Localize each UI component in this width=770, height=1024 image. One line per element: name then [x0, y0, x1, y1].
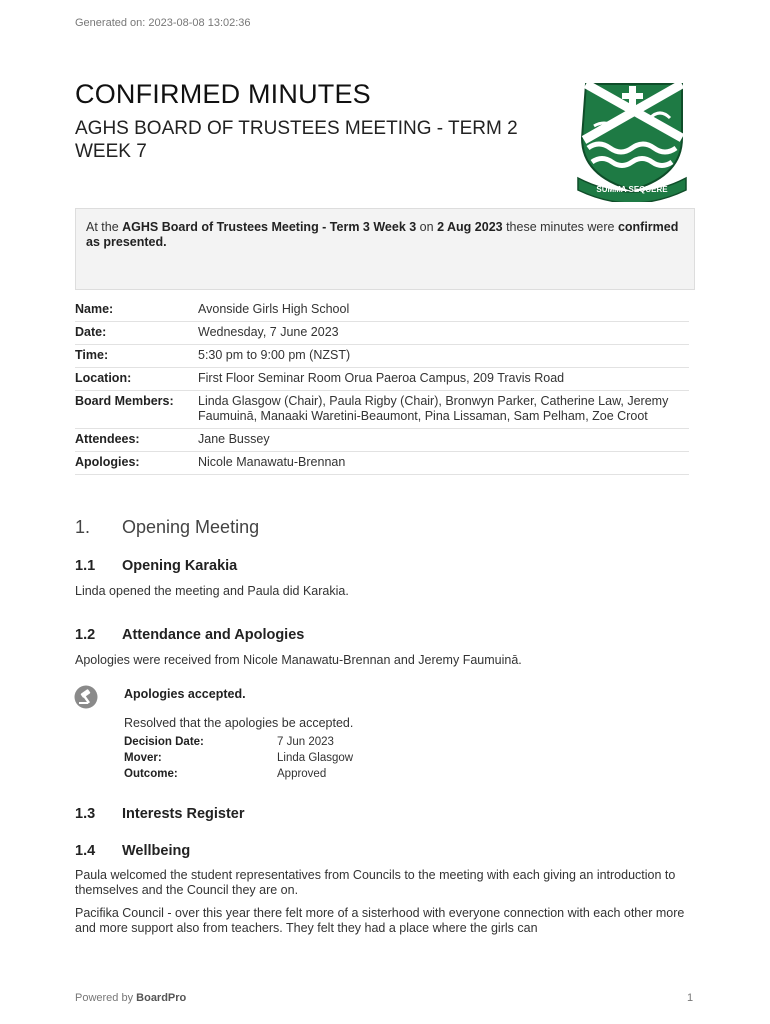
confirm-meeting: AGHS Board of Trustees Meeting - Term 3 Week 3: [122, 220, 417, 234]
section-heading-opening-meeting: [75, 517, 259, 538]
confirm-on: on: [416, 220, 438, 234]
resolution-value: 7 Jun 2023: [277, 736, 334, 748]
subsection-number: 1.2: [75, 627, 96, 643]
section-number: 1.: [75, 517, 91, 537]
confirm-date: 2 Aug 2023: [437, 220, 503, 234]
footer-brand: BoardPro: [136, 992, 187, 1004]
wellbeing-paragraph-2: Pacifika Council - over this year there felt more of a sisterhood with everyone connection with each other more and more support also from teachers. They felt they had a place where the girls can: [75, 906, 685, 935]
resolution-value: Linda Glasgow: [277, 752, 354, 764]
subsection-heading-interests-register: [75, 806, 245, 822]
resolution-row-outcome: [124, 768, 326, 780]
meeting-info-table: [75, 299, 689, 475]
subsection-title: Interests Register: [122, 806, 245, 822]
confirmation-notice: [75, 208, 695, 290]
info-value: Linda Glasgow (Chair), Paula Rigby (Chair), Bronwyn Parker, Catherine Law, Jeremy Faumuinā, Manaaki Waretini-Beaumont, Pina Lissaman, Sam Pelham, Zoe Croot: [198, 391, 689, 429]
karakia-text: Linda opened the meeting and Paula did Karakia.: [75, 584, 349, 598]
info-label: Attendees:: [75, 429, 198, 452]
footer-powered-text: Powered by: [75, 992, 137, 1004]
info-label: Apologies:: [75, 452, 198, 475]
info-row-apologies: [75, 452, 689, 475]
confirm-middle: these minutes were: [502, 220, 618, 234]
info-row-attendees: [75, 429, 689, 452]
info-label: Date:: [75, 322, 198, 345]
resolution-key: Outcome:: [124, 768, 178, 780]
apologies-text: Apologies were received from Nicole Manawatu-Brennan and Jeremy Faumuinā.: [75, 653, 522, 667]
info-value: Nicole Manawatu-Brennan: [198, 452, 689, 475]
info-value: 5:30 pm to 9:00 pm (NZST): [198, 345, 689, 368]
info-row-board-members: [75, 391, 689, 429]
info-value: First Floor Seminar Room Orua Paeroa Campus, 209 Travis Road: [198, 368, 689, 391]
info-row-date: [75, 322, 689, 345]
crest-motto: SUMMA SEQUERE: [596, 185, 668, 194]
gavel-icon: [74, 685, 98, 709]
info-row-location: [75, 368, 689, 391]
subsection-number: 1.3: [75, 806, 96, 822]
resolution-row-mover: [124, 752, 353, 764]
info-row-time: [75, 345, 689, 368]
subsection-heading-wellbeing: [75, 843, 190, 859]
info-label: Name:: [75, 299, 198, 322]
school-crest-logo: [574, 78, 690, 202]
wellbeing-paragraph-1: Paula welcomed the student representatives from Councils to the meeting with each giving an introduction to themselves and the Council they are on.: [75, 868, 676, 897]
info-label: Board Members:: [75, 391, 198, 429]
confirm-prefix: At the: [86, 220, 123, 234]
confirm-status: confirmed as presented.: [86, 220, 679, 249]
resolution-text: Resolved that the apologies be accepted.: [124, 716, 354, 730]
info-row-name: [75, 299, 689, 322]
resolution-row-decision-date: [124, 736, 334, 748]
page-subtitle: AGHS BOARD OF TRUSTEES MEETING - TERM 2 WEEK 7: [75, 118, 518, 162]
info-label: Location:: [75, 368, 198, 391]
subsection-title: Opening Karakia: [122, 558, 238, 574]
info-value: Wednesday, 7 June 2023: [198, 322, 689, 345]
resolution-key: Mover:: [124, 752, 162, 764]
section-title: Opening Meeting: [122, 517, 260, 537]
footer-powered-by: [75, 992, 186, 1004]
page-number: 1: [687, 992, 694, 1004]
info-value: Jane Bussey: [198, 429, 689, 452]
resolution-value: Approved: [277, 768, 327, 780]
generated-timestamp: Generated on: 2023-08-08 13:02:36: [75, 17, 251, 29]
subsection-title: Attendance and Apologies: [122, 627, 305, 643]
subsection-heading-attendance: [75, 627, 304, 643]
info-label: Time:: [75, 345, 198, 368]
info-value: Avonside Girls High School: [198, 299, 689, 322]
subsection-heading-opening-karakia: [75, 558, 237, 574]
resolution-title: Apologies accepted.: [124, 687, 246, 701]
subsection-number: 1.4: [75, 843, 96, 859]
subsection-number: 1.1: [75, 558, 96, 574]
page-title: CONFIRMED MINUTES: [75, 79, 371, 109]
resolution-key: Decision Date:: [124, 736, 204, 748]
subsection-title: Wellbeing: [122, 843, 191, 859]
